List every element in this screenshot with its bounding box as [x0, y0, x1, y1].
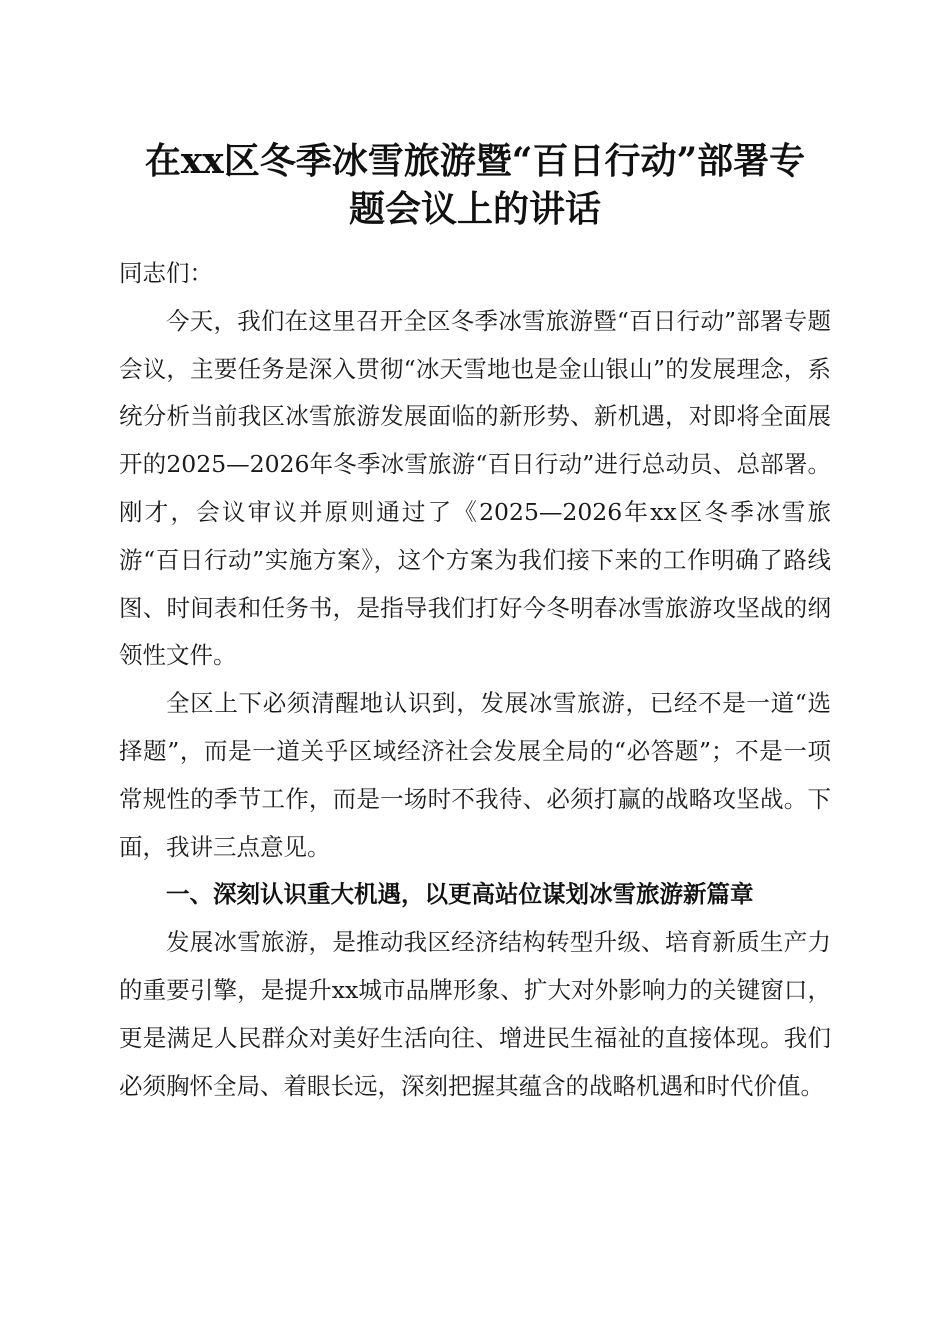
- paragraph-awareness: 全区上下必须清醒地认识到，发展冰雪旅游，已经不是一道“选择题”，而是一道关乎区域经济社会发展全局的“必答题”；不是一项常规性的季节工作，而是一场时不我待、必须打赢的战略攻坚战。下面，我讲三点意见。: [119, 689, 831, 861]
- paragraph-opening: 今天，我们在这里召开全区冬季冰雪旅游暨“百日行动”部署专题会议，主要任务是深入贯彻“冰天雪地也是金山银山”的发展理念，系统分析当前我区冰雪旅游发展面临的新形势、新机遇，对即将全面展开的2025—2026年冬季冰雪旅游“百日行动”进行总动员、总部署。刚才，会议审议并原则通过了《2025—2026年xx区冬季冰雪旅游“百日行动”实施方案》，这个方案为我们接下来的工作明确了路线图、时间表和任务书，是指导我们打好今冬明春冰雪旅游攻坚战的纲领性文件。: [119, 306, 831, 670]
- salutation: 同志们：: [119, 259, 213, 287]
- document-title: [110, 137, 840, 233]
- section-heading-1: 一、深刻认识重大机遇，以更高站位谋划冰雪旅游新篇章: [166, 880, 754, 909]
- title-line-2: 题会议上的讲话: [348, 188, 601, 230]
- title-line-1: 在xx区冬季冰雪旅游暨“百日行动”部署专: [144, 140, 806, 182]
- document-body: [119, 250, 831, 1110]
- paragraph-section-1: 发展冰雪旅游，是推动我区经济结构转型升级、培育新质生产力的重要引擎，是提升xx城市品牌形象、扩大对外影响力的关键窗口，更是满足人民群众对美好生活向往、增进民生福祉的直接体现。我们必须胸怀全局、着眼长远，深刻把握其蕴含的战略机遇和时代价值。: [119, 928, 831, 1100]
